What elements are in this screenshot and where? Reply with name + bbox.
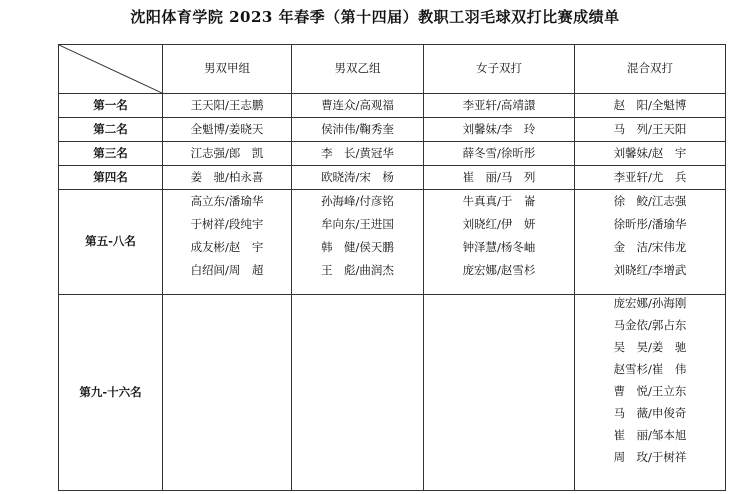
table-row (59, 142, 726, 166)
pair-entry: 赵雪杉/崔 伟 (613, 362, 687, 376)
pair-entry: 刘晓红/李增武 (613, 263, 687, 277)
pair-cell: 江志强/郎 凯 (163, 142, 292, 166)
header-row (59, 45, 726, 94)
column-header: 男双乙组 (292, 45, 424, 94)
pair-entry: 崔 丽/邹本旭 (613, 428, 687, 442)
pair-cell: 全魁博/姜晓天 (163, 118, 292, 142)
pair-cell: 侯沛伟/鞠秀奎 (292, 118, 424, 142)
pair-list-cell (575, 295, 726, 491)
table-row (59, 118, 726, 142)
pair-entry: 周 玫/于树祥 (613, 450, 687, 464)
pair-entry: 于树祥/段纯宇 (190, 217, 264, 231)
column-header: 男双甲组 (163, 45, 292, 94)
rank-label: 第一名 (59, 94, 163, 118)
page-title: 沈阳体育学院 2023 年春季（第十四届）教职工羽毛球双打比赛成绩单 (130, 8, 620, 26)
pair-cell: 王天阳/王志鹏 (163, 94, 292, 118)
pair-cell: 姜 驰/柏永喜 (163, 166, 292, 190)
rank-label: 第五-八名 (59, 190, 163, 295)
corner-cell (59, 45, 163, 94)
pair-cell: 赵 阳/全魁博 (575, 94, 726, 118)
pair-cell: 李亚轩/高靖譞 (424, 94, 575, 118)
pair-entry: 牟向东/王进国 (321, 217, 394, 231)
pair-entry: 金 洁/宋伟龙 (613, 240, 687, 254)
pair-list-cell (575, 190, 726, 295)
column-header: 混合双打 (575, 45, 726, 94)
pair-entry: 徐 鲛/江志强 (613, 194, 687, 208)
table-row (59, 166, 726, 190)
empty-cell (163, 295, 292, 491)
pair-cell: 刘馨妹/赵 宇 (575, 142, 726, 166)
table-row (59, 94, 726, 118)
pair-cell: 薛冬雪/徐昕彤 (424, 142, 575, 166)
pair-entry: 吴 昊/姜 驰 (613, 340, 687, 354)
rank-label: 第九-十六名 (59, 295, 163, 491)
pair-entry: 刘晓红/伊 妍 (462, 217, 536, 231)
table-row (59, 190, 726, 295)
rank-label: 第四名 (59, 166, 163, 190)
pair-entry: 韩 健/侯天鹏 (321, 240, 394, 254)
pair-entry: 王 彪/曲润杰 (321, 263, 394, 277)
column-header: 女子双打 (424, 45, 575, 94)
pair-entry: 高立东/潘瑜华 (190, 194, 264, 208)
empty-cell (292, 295, 424, 491)
pair-list-cell (163, 190, 292, 295)
pair-entry: 钟泽慧/杨冬岫 (462, 240, 536, 254)
pair-entry: 成友彬/赵 宇 (190, 240, 264, 254)
pair-list-cell (292, 190, 424, 295)
pair-cell: 李 长/黄冠华 (292, 142, 424, 166)
diagonal-line (59, 45, 162, 93)
pair-entry: 白绍闾/周 超 (190, 263, 264, 277)
rank-label: 第二名 (59, 118, 163, 142)
pair-list-cell (424, 190, 575, 295)
pair-cell: 刘馨妹/李 玲 (424, 118, 575, 142)
pair-entry: 马金依/郭占东 (613, 318, 687, 332)
pair-cell: 崔 丽/马 列 (424, 166, 575, 190)
pair-entry: 庞宏娜/赵雪杉 (462, 263, 536, 277)
pair-cell: 李亚轩/尤 兵 (575, 166, 726, 190)
results-table (58, 44, 726, 491)
pair-entry: 马 薇/申俊奇 (613, 406, 687, 420)
pair-cell: 欧晓涛/宋 杨 (292, 166, 424, 190)
rank-label: 第三名 (59, 142, 163, 166)
table-row (59, 295, 726, 491)
pair-cell: 曹连众/高观福 (292, 94, 424, 118)
pair-entry: 牛真真/于 崙 (462, 194, 536, 208)
pair-entry: 孙海峰/付彦铭 (321, 194, 394, 208)
pair-entry: 庞宏娜/孙海刚 (613, 296, 687, 310)
pair-cell: 马 列/王天阳 (575, 118, 726, 142)
pair-entry: 曹 悦/王立东 (613, 384, 687, 398)
empty-cell (424, 295, 575, 491)
pair-entry: 徐昕彤/潘瑜华 (613, 217, 687, 231)
